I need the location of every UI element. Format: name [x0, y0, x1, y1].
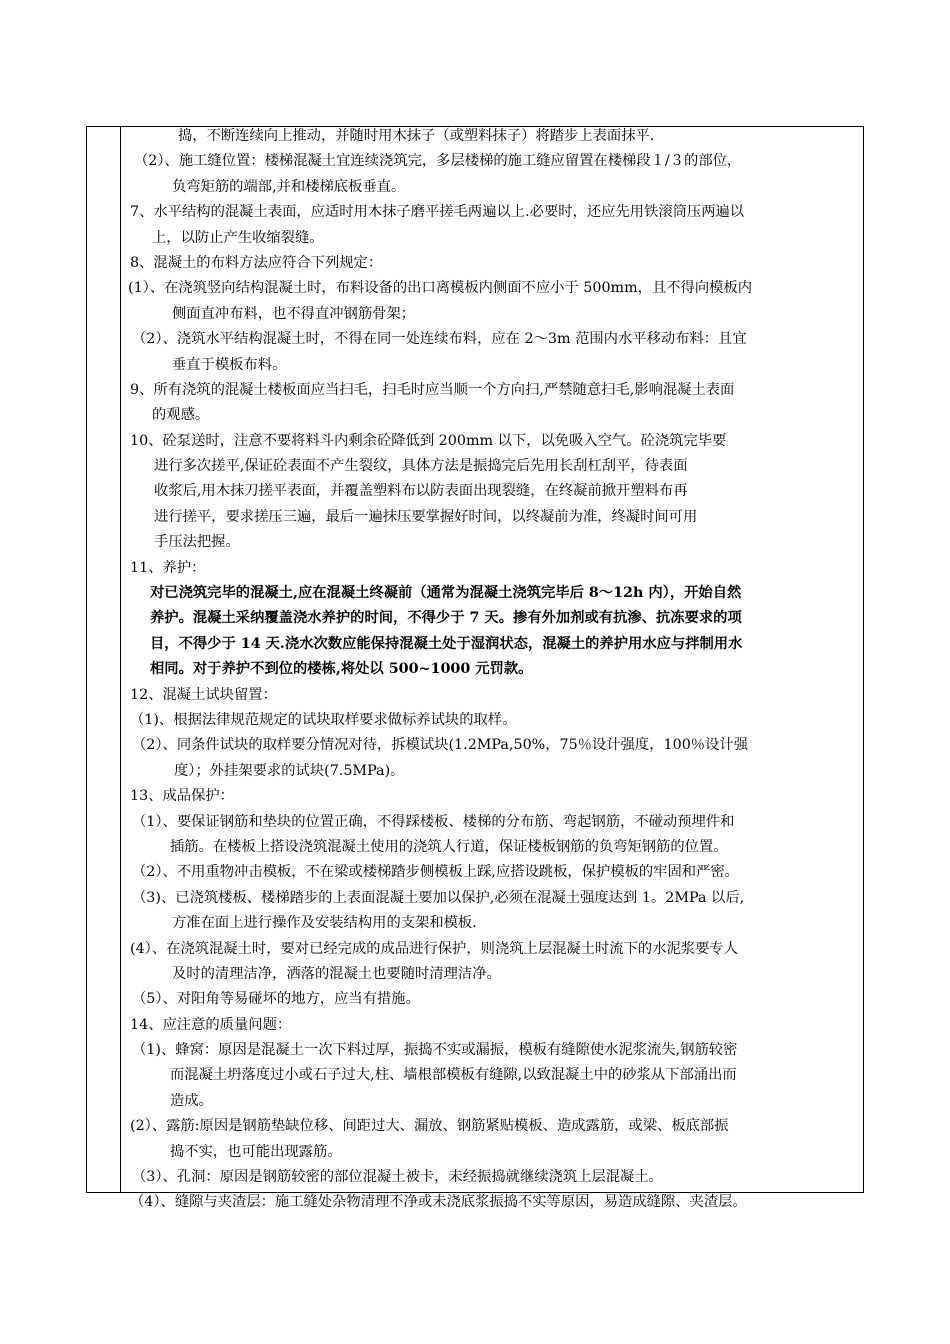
text-line: 捣，不断连续向上推动，并随时用木抹子（或塑料抹子）将踏步上表面抹平. — [178, 128, 655, 144]
text-line: 侧面直冲布料，也不得直冲钢筋骨架； — [172, 305, 416, 322]
text-line: 方准在面上进行操作及安装结构用的支架和模板. — [172, 915, 477, 932]
text-line: 收浆后,用木抹刀搓平表面，并覆盖塑料布以防表面出现裂缝，在终凝前掀开塑料布再 — [154, 483, 688, 500]
text-line: 10、砼泵送时，注意不要将料斗内剩余砼降低到 200mm 以下，以免吸入空气。砼浇筑完毕要 — [130, 432, 727, 449]
text-line: 手压法把握。 — [154, 534, 240, 551]
text-line: （3）、孔洞：原因是钢筋较密的部位混凝土被卡，未经振捣就继续浇筑上层混凝土。 — [132, 1169, 663, 1186]
text-line: 而混凝土坍落度过小或石子过大,柱、墙根部模板有缝隙,以致混凝土中的砂浆从下部涌出而 — [170, 1067, 737, 1084]
text-line: 14、应注意的质量问题： — [130, 1016, 292, 1033]
text-line: （4）、缝隙与夹渣层：施工缝处杂物清理不净或未浇底浆振捣不实等原因，易造成缝隙、夹渣层。 — [130, 1194, 747, 1211]
text-line: 对已浇筑完毕的混凝土,应在混凝土终凝前（通常为混凝土浇筑完毕后 8～12h 内），开始自然 — [150, 585, 742, 602]
text-line: （2）、施工缝位置：楼梯混凝土宜连续浇筑完，多层楼梯的施工缝应留置在楼梯段１/３的部位， — [134, 153, 742, 170]
text-line: （1）、要保证钢筋和垫块的位置正确，不得踩楼板、楼梯的分布筋、弯起钢筋，不碰动预埋件和 — [132, 813, 735, 830]
text-line: （5）、对阳角等易碰坏的地方，应当有措施。 — [132, 991, 420, 1008]
text-line: 进行搓平，要求搓压三遍，最后一遍抹压要掌握好时间，以终凝前为准，终凝时间可用 — [154, 508, 698, 525]
text-line: 12、混凝土试块留置： — [130, 686, 277, 703]
text-line: 垂直于模板布料。 — [172, 356, 287, 373]
text-line: 11、养护： — [130, 559, 206, 576]
text-line: 的观感。 — [152, 407, 210, 424]
text-line: 养护。混凝土采纳覆盖浇水养护的时间，不得少于 7 天。掺有外加剂或有抗渗、抗冻要求的项 — [150, 610, 742, 627]
text-line: (4）、在浇筑混凝土时，要对已经完成的成品进行保护，则浇筑上层混凝土时流下的水泥浆要专人 — [130, 940, 738, 957]
text-line: （2）、浇筑水平结构混凝土时，不得在同一处连续布料，应在 2～3m 范围内水平移动布料：且宜 — [132, 331, 747, 348]
text-line: 上，以防止产生收缩裂缝。 — [152, 229, 324, 246]
document-body — [122, 124, 858, 1216]
text-line: 及时的清理洁净，洒落的混凝土也要随时清理洁净。 — [172, 965, 501, 982]
text-line: 进行多次搓平,保证砼表面不产生裂纹，具体方法是振捣完后先用长刮杠刮平，待表面 — [154, 458, 688, 475]
text-line: 捣不实，也可能出现露筋。 — [170, 1143, 342, 1160]
text-line: 插筋。在楼板上搭设浇筑混凝土使用的浇筑人行道，保证楼板钢筋的负弯矩钢筋的位置。 — [170, 838, 728, 855]
text-line: 负弯矩筋的端部,并和楼梯底板垂直。 — [172, 178, 406, 195]
text-line: 7、水平结构的混凝土表面，应适时用木抹子磨平搓毛两遍以上.必要时，还应先用铁滚筒压两遍以 — [130, 204, 745, 221]
table-column-divider — [120, 126, 121, 1193]
text-line: （3)、已浇筑楼板、楼梯踏步的上表面混凝土要加以保护,必须在混凝土强度达到 1。2MPa 以后, — [132, 889, 745, 906]
text-line: (1）、在浇筑竖向结构混凝土时，布料设备的出口离模板内侧面不应小于 500mm，且不得向模板内 — [128, 280, 753, 297]
text-line: （2）、不用重物冲击模板，不在梁或楼梯踏步侧模板上踩,应搭设跳板，保护模板的牢固和严密。 — [132, 864, 739, 881]
text-line: 8、混凝土的布料方法应符合下列规定： — [130, 254, 383, 271]
text-line: 度）；外挂架要求的试块(7.5MPa)。 — [174, 762, 405, 779]
text-line: 造成。 — [170, 1092, 213, 1109]
text-line: 目，不得少于 14 天.浇水次数应能保持混凝土处于湿润状态，混凝土的养护用水应与拌制用水 — [150, 635, 743, 652]
text-line: （2）、同条件试块的取样要分情况对待，拆模试块(1.2MPa,50%，75％设计强度，100％设计强 — [132, 737, 748, 754]
text-line: （1)、根据法律规范规定的试块取样要求做标养试块的取样。 — [130, 711, 517, 728]
text-line: （1)、蜂窝：原因是混凝土一次下料过厚，振捣不实或漏振，模板有缝隙使水泥浆流失,钢筋较密 — [132, 1042, 738, 1059]
text-line: 相同。对于养护不到位的楼栋,将处以 500~1000 元罚款。 — [150, 661, 533, 678]
text-line: 13、成品保护： — [130, 788, 234, 805]
text-line: (2）、露筋:原因是钢筋垫缺位移、间距过大、漏放、钢筋紧贴模板、造成露筋，或梁、板底部振 — [130, 1118, 729, 1135]
text-line: 9、所有浇筑的混凝土楼板面应当扫毛，扫毛时应当顺一个方向扫,严禁随意扫毛,影响混凝土表面 — [130, 381, 735, 398]
